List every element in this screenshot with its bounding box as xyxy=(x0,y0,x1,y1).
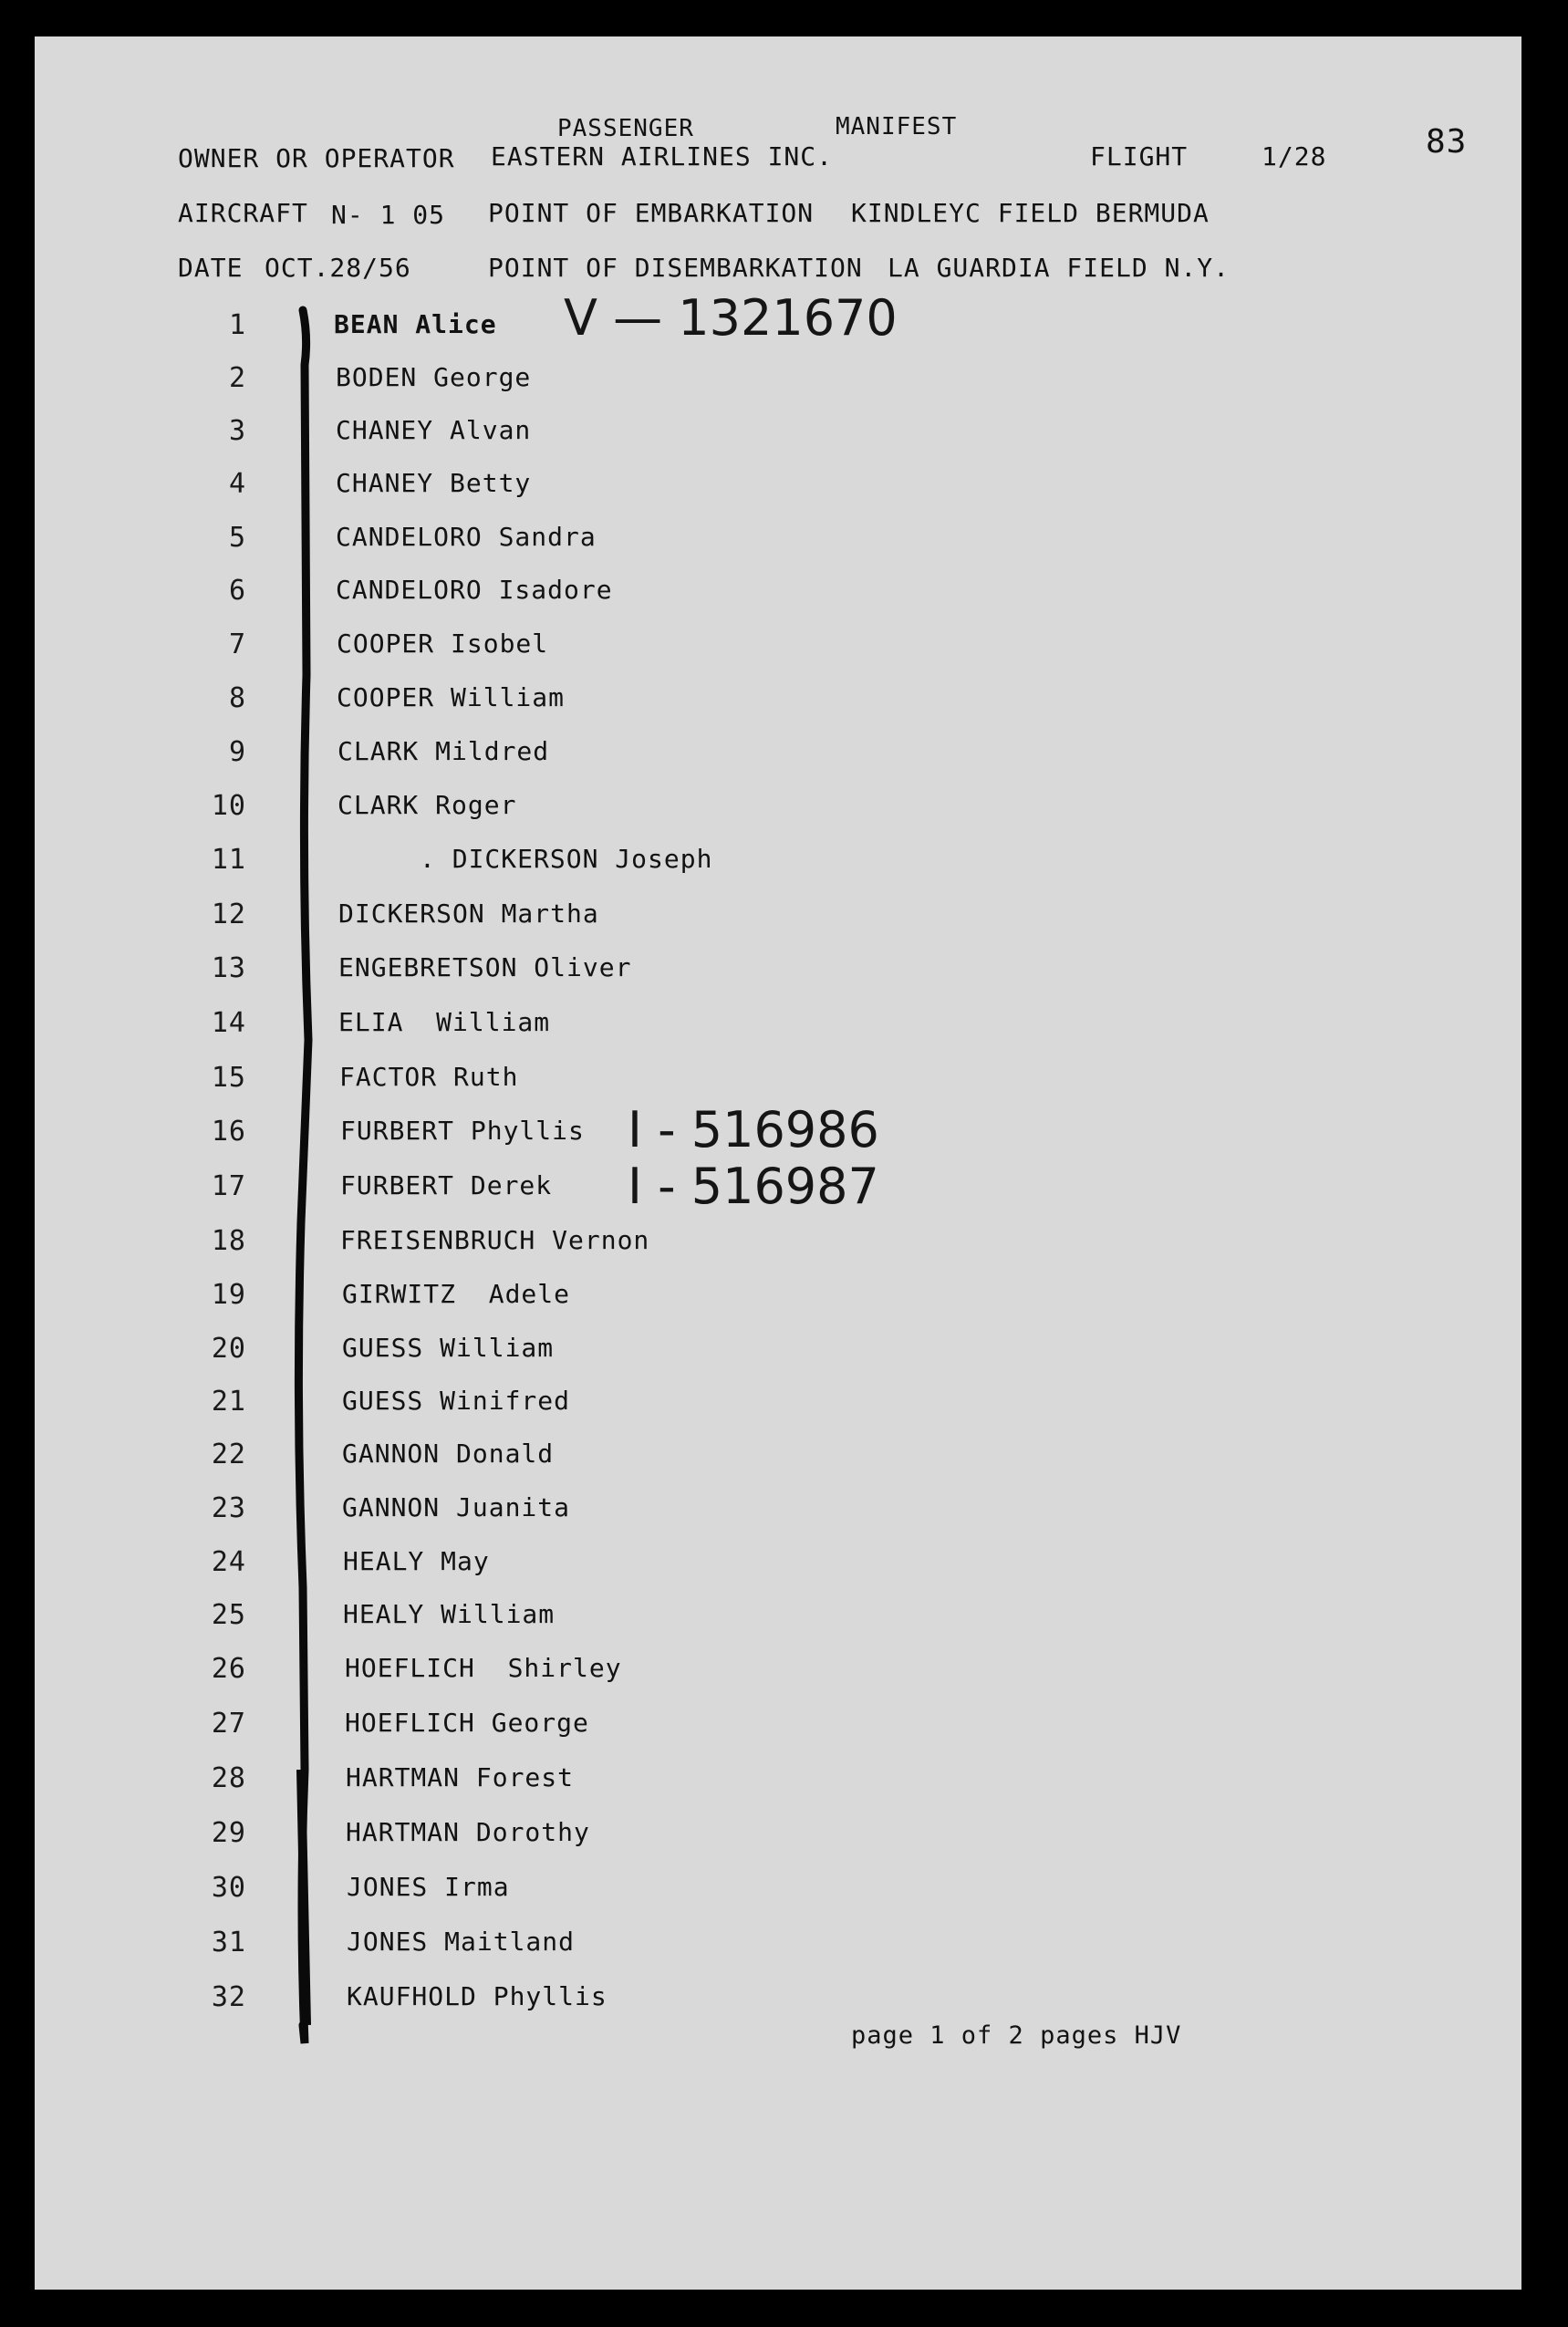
passenger-name: CHANEY Alvan xyxy=(336,415,532,445)
passenger-name: GANNON Donald xyxy=(342,1439,555,1469)
passenger-name: CHANEY Betty xyxy=(336,468,532,498)
passenger-name: COOPER William xyxy=(337,682,566,712)
row-number: 11 xyxy=(211,844,246,876)
page-number-value: 83 xyxy=(1426,123,1468,161)
owner-value: EASTERN AIRLINES INC. xyxy=(491,141,834,171)
row-number: 8 xyxy=(228,682,246,714)
embarkation-label: POINT OF EMBARKATION xyxy=(488,198,815,228)
passenger-name: JONES Maitland xyxy=(347,1927,576,1957)
handwritten-id-number: I - 516987 xyxy=(628,1158,879,1215)
date-label: DATE xyxy=(178,253,244,283)
row-number: 29 xyxy=(211,1817,246,1849)
passenger-name: HOEFLICH Shirley xyxy=(345,1653,622,1683)
passenger-name: CANDELORO Sandra xyxy=(336,522,597,552)
passenger-name: BEAN Alice xyxy=(334,309,497,339)
passenger-name: COOPER Isobel xyxy=(337,628,549,659)
manifest-title-passenger: PASSENGER xyxy=(557,115,694,142)
manifest-page xyxy=(35,36,1521,2290)
passenger-name: ENGEBRETSON Oliver xyxy=(338,952,632,982)
row-number: 5 xyxy=(228,522,246,554)
embarkation-value: KINDLEYC FIELD BERMUDA xyxy=(851,198,1210,228)
owner-label: OWNER OR OPERATOR xyxy=(178,143,455,173)
row-number: 16 xyxy=(211,1116,246,1148)
passenger-name: BODEN George xyxy=(336,362,532,392)
passenger-name: FREISENBRUCH Vernon xyxy=(340,1225,650,1255)
row-number: 27 xyxy=(211,1708,246,1740)
row-number: 17 xyxy=(211,1170,246,1202)
row-number: 15 xyxy=(211,1062,246,1094)
handwritten-visa-number: V — 1321670 xyxy=(564,289,898,347)
row-number: 32 xyxy=(211,1981,246,2013)
passenger-name: GUESS Winifred xyxy=(342,1386,571,1416)
row-number: 30 xyxy=(211,1872,246,1904)
row-number: 7 xyxy=(228,628,246,660)
row-number: 1 xyxy=(228,309,246,341)
row-number: 13 xyxy=(211,952,246,984)
row-number: 10 xyxy=(211,790,246,822)
row-number: 28 xyxy=(211,1762,246,1794)
passenger-name: CLARK Mildred xyxy=(337,736,550,766)
date-value: OCT.28/56 xyxy=(265,253,411,283)
manifest-title-manifest: MANIFEST xyxy=(836,113,958,140)
row-number: 26 xyxy=(211,1653,246,1685)
row-number: 21 xyxy=(211,1386,246,1418)
passenger-name: HARTMAN Dorothy xyxy=(346,1817,590,1847)
passenger-name: KAUFHOLD Phyllis xyxy=(347,1981,607,2011)
passenger-name: HEALY May xyxy=(343,1546,490,1576)
row-number: 22 xyxy=(211,1439,246,1470)
passenger-name: ELIA William xyxy=(338,1007,551,1037)
row-number: 25 xyxy=(211,1599,246,1631)
disembarkation-value: LA GUARDIA FIELD N.Y. xyxy=(888,253,1231,283)
flight-label: FLIGHT xyxy=(1090,141,1189,171)
row-number: 6 xyxy=(228,575,246,607)
passenger-name: DICKERSON Martha xyxy=(338,899,599,929)
passenger-name: HOEFLICH George xyxy=(345,1708,589,1738)
passenger-name: GIRWITZ Adele xyxy=(342,1279,571,1309)
aircraft-value: N- 1 05 xyxy=(331,200,446,230)
row-number: 24 xyxy=(211,1546,246,1578)
row-number: 23 xyxy=(211,1492,246,1524)
row-number: 2 xyxy=(228,362,246,394)
aircraft-label: AIRCRAFT xyxy=(178,198,308,228)
passenger-name: GUESS William xyxy=(342,1333,555,1363)
disembarkation-label: POINT OF DISEMBARKATION xyxy=(488,253,863,283)
passenger-name: HEALY William xyxy=(343,1599,556,1629)
handwritten-id-number: I - 516986 xyxy=(628,1101,879,1158)
passenger-name: . DICKERSON Joseph xyxy=(420,844,713,874)
passenger-name: GANNON Juanita xyxy=(342,1492,571,1522)
flight-value: 1/28 xyxy=(1262,141,1327,171)
passenger-name: CANDELORO Isadore xyxy=(336,575,613,605)
passenger-name: CLARK Roger xyxy=(337,790,517,820)
row-number: 14 xyxy=(211,1007,246,1039)
passenger-name: HARTMAN Forest xyxy=(346,1762,575,1792)
row-number: 4 xyxy=(228,468,246,500)
row-number: 19 xyxy=(211,1279,246,1311)
passenger-name: FURBERT Phyllis xyxy=(340,1116,585,1146)
page-footer: page 1 of 2 pages HJV xyxy=(851,2021,1182,2050)
row-number: 18 xyxy=(211,1225,246,1257)
passenger-name: FACTOR Ruth xyxy=(339,1062,519,1092)
passenger-name: JONES Irma xyxy=(347,1872,510,1902)
row-number: 9 xyxy=(228,736,246,768)
row-number: 3 xyxy=(228,415,246,447)
row-number: 31 xyxy=(211,1927,246,1958)
passenger-name: FURBERT Derek xyxy=(340,1170,553,1200)
row-number: 20 xyxy=(211,1333,246,1365)
row-number: 12 xyxy=(211,899,246,930)
